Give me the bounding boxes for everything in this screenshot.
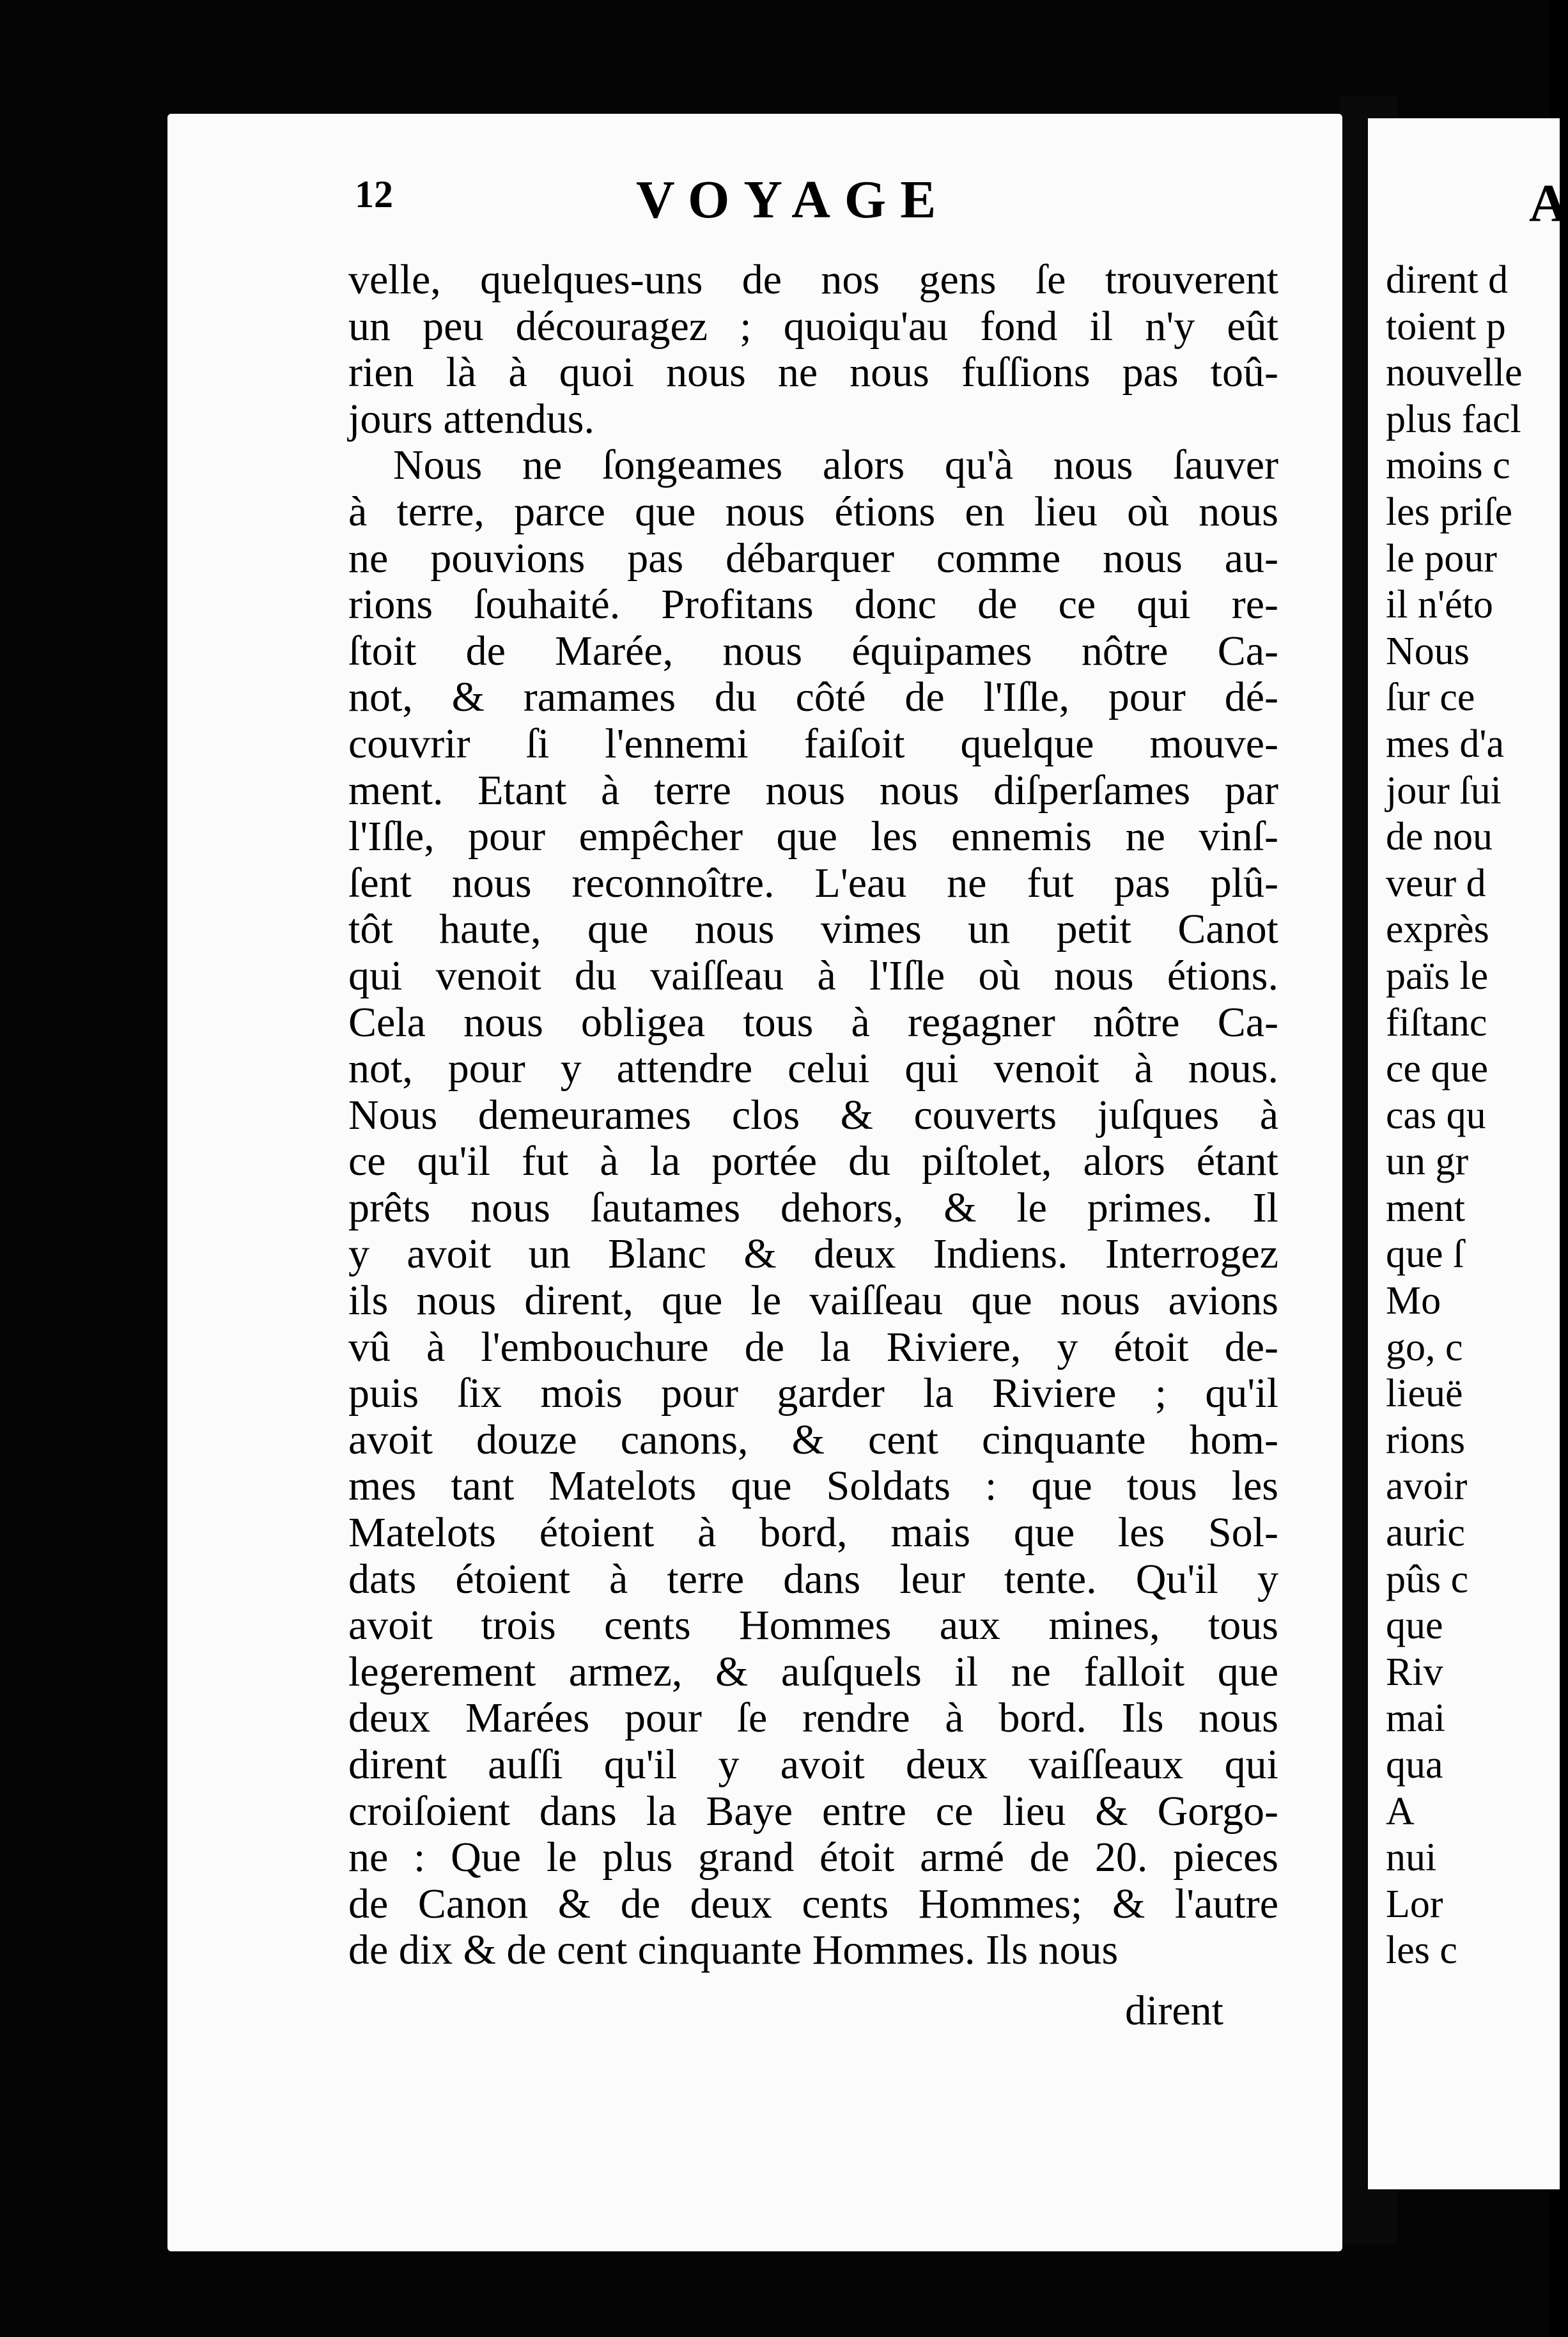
text-line: qui venoit du vaiſſeau à l'Iſle où nous étions. xyxy=(348,952,1278,999)
right-page-line: païs le xyxy=(1386,954,1489,998)
text-line: dats étoient à terre dans leur tente. Qu'il y xyxy=(348,1555,1278,1603)
text-line: prêts nous ſautames dehors, & le primes. Il xyxy=(348,1184,1278,1231)
text-line: ne : Que le plus grand étoit armé de 20. pieces xyxy=(348,1834,1278,1881)
right-page-line: il n'éto xyxy=(1386,583,1493,627)
right-page-line: veur d xyxy=(1386,861,1486,905)
text-line: de Canon & de deux cents Hommes; & l'autre xyxy=(348,1880,1278,1927)
right-page-line: que ſ xyxy=(1386,1232,1464,1277)
text-line: tôt haute, que nous vimes un petit Canot xyxy=(348,906,1278,953)
text-line: Nous demeurames clos & couverts juſques à xyxy=(348,1091,1278,1138)
text-line: avoit trois cents Hommes aux mines, tous xyxy=(348,1602,1278,1649)
text-line: dirent auſſi qu'il y avoit deux vaiſſeaux qui xyxy=(348,1741,1278,1788)
right-page-line: rions xyxy=(1386,1418,1465,1462)
right-page-line: le pour xyxy=(1386,536,1497,580)
text-line: ſent nous reconnoître. L'eau ne fut pas plû- xyxy=(348,859,1278,906)
text-line: ils nous dirent, que le vaiſſeau que nous avions xyxy=(348,1277,1278,1324)
page-header xyxy=(355,170,1282,243)
text-line: legerement armez, & auſquels il ne falloit que xyxy=(348,1648,1278,1695)
right-page-line: les c xyxy=(1386,1929,1457,1973)
text-line: vû à l'embouchure de la Riviere, y étoit de- xyxy=(348,1323,1278,1370)
page-number: 12 xyxy=(355,173,393,215)
right-page-line: nui xyxy=(1386,1836,1437,1880)
text-line: un peu découragez ; quoiqu'au fond il n'y eût xyxy=(348,302,1278,350)
text-line: Cela nous obligea tous à regagner nôtre Ca- xyxy=(348,998,1278,1046)
text-line: puis ſix mois pour garder la Riviere ; qu'il xyxy=(348,1370,1278,1417)
body-text xyxy=(348,257,1278,1974)
right-page-line: que xyxy=(1386,1604,1443,1648)
right-page-line: plus facl xyxy=(1386,397,1521,441)
right-page-line: Mo xyxy=(1386,1279,1441,1323)
right-page-line: dirent d xyxy=(1386,258,1509,302)
text-line: ment. Etant à terre nous nous diſperſames par xyxy=(348,766,1278,814)
text-line: Matelots étoient à bord, mais que les Sol- xyxy=(348,1509,1278,1557)
right-page-line: un gr xyxy=(1386,1140,1469,1184)
text-line: velle, quelques-uns de nos gens ſe trouverent xyxy=(348,256,1278,303)
right-page-line: Lor xyxy=(1386,1882,1443,1926)
right-page-line: Riv xyxy=(1386,1650,1443,1694)
right-page-line: jour ſui xyxy=(1386,768,1502,812)
right-page-line: cas qu xyxy=(1386,1093,1486,1137)
text-line: Nous ne ſongeames alors qu'à nous ſauver xyxy=(393,442,1278,489)
text-line: ſtoit de Marée, nous équipames nôtre Ca- xyxy=(348,627,1278,674)
right-page-line: Nous xyxy=(1386,629,1470,673)
text-line: de dix & de cent cinquante Hommes. Ils nous xyxy=(348,1927,1119,1974)
text-line: mes tant Matelots que Soldats : que tous les xyxy=(348,1463,1278,1510)
right-page-line: les priſe xyxy=(1386,490,1512,534)
right-page-line: avoir xyxy=(1386,1464,1468,1509)
right-page-line: fiſtanc xyxy=(1386,1000,1487,1044)
catchword: dirent xyxy=(1125,1987,1223,2034)
right-page-line: qua xyxy=(1386,1743,1443,1787)
right-page-line: lieuë xyxy=(1386,1372,1463,1416)
right-page-line: ſur ce xyxy=(1386,676,1475,720)
right-page-line: ce que xyxy=(1386,1047,1489,1091)
right-page-line: nouvelle xyxy=(1386,351,1523,395)
right-page-line: de nou xyxy=(1386,815,1493,859)
right-page-line: toient p xyxy=(1386,304,1506,348)
right-page-line: mes d'a xyxy=(1386,722,1505,766)
right-page-line: go, c xyxy=(1386,1325,1463,1369)
text-line: croiſoient dans la Baye entre ce lieu & Gorgo- xyxy=(348,1787,1278,1835)
right-page-line: pûs c xyxy=(1386,1557,1469,1601)
right-page-line: ment xyxy=(1386,1186,1465,1230)
text-line: l'Iſle, pour empêcher que les ennemis ne vinſ- xyxy=(348,813,1278,860)
text-line: jours attendus. xyxy=(348,395,594,442)
right-page-text xyxy=(1386,257,1552,1974)
text-line: rien là à quoi nous ne nous fuſſions pas toû- xyxy=(348,349,1278,396)
right-page-line: moins c xyxy=(1386,444,1510,488)
text-line: ne pouvions pas débarquer comme nous au- xyxy=(348,534,1278,582)
text-line: rions ſouhaité. Profitans donc de ce qui re- xyxy=(348,581,1278,628)
text-line: à terre, parce que nous étions en lieu où nous xyxy=(348,488,1278,535)
right-page-line: auric xyxy=(1386,1511,1465,1555)
text-line: couvrir ſi l'ennemi faiſoit quelque mouve- xyxy=(348,720,1278,767)
running-title: VOYAGE xyxy=(636,170,951,229)
text-line: avoit douze canons, & cent cinquante hom- xyxy=(348,1416,1278,1463)
text-line: deux Marées pour ſe rendre à bord. Ils nous xyxy=(348,1695,1278,1742)
right-page-line: A xyxy=(1386,1789,1415,1833)
right-page-line: mai xyxy=(1386,1696,1445,1741)
text-line: y avoit un Blanc & deux Indiens. Interrogez xyxy=(348,1231,1278,1278)
right-page-line: exprès xyxy=(1386,908,1489,952)
text-line: not, & ramames du côté de l'Iſle, pour dé- xyxy=(348,674,1278,721)
text-line: not, pour y attendre celui qui venoit à nous. xyxy=(348,1045,1278,1092)
text-line: ce qu'il fut à la portée du piſtolet, alors étant xyxy=(348,1138,1278,1185)
right-page-header-fragment: A xyxy=(1529,174,1568,233)
